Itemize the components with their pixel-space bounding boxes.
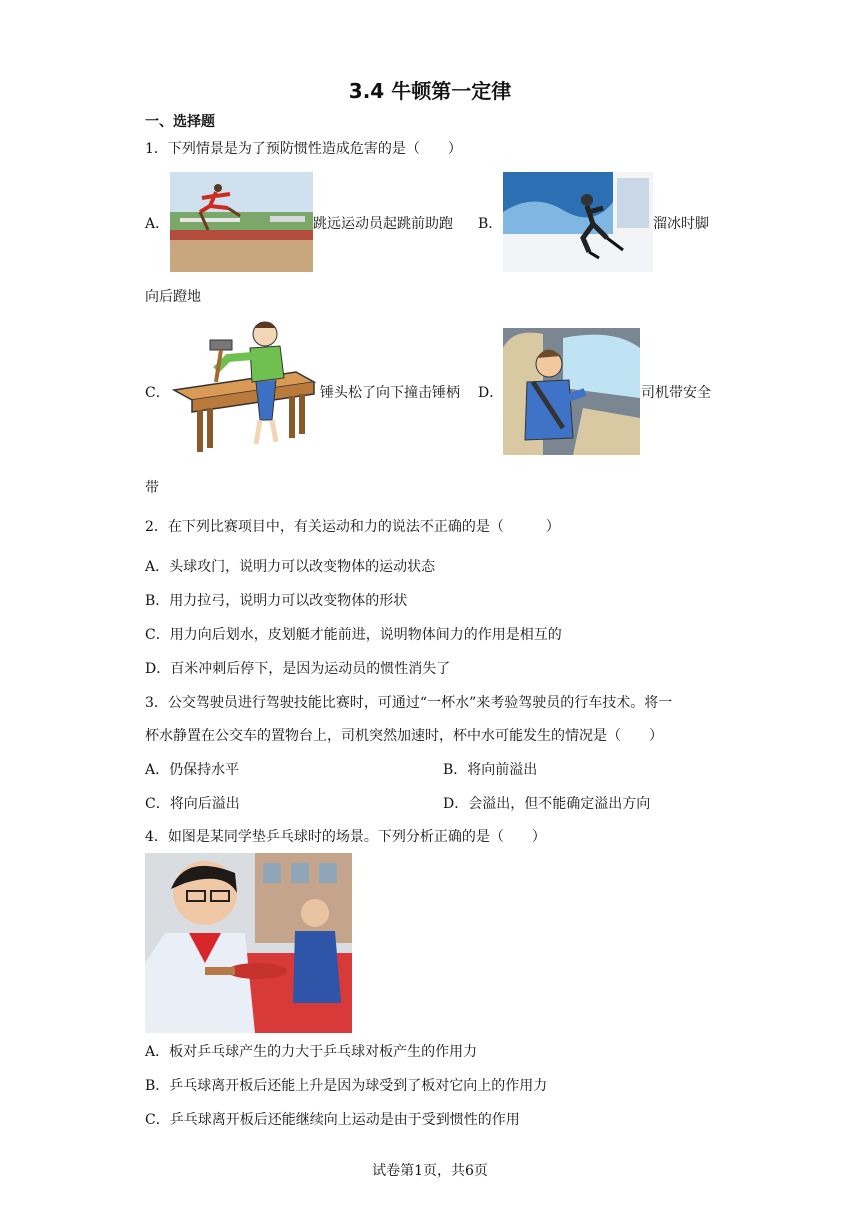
q3-option-c: C．将向后溢出 [145, 796, 240, 812]
q3-stem-line2: 杯水静置在公交车的置物台上，司机突然加速时，杯中水可能发生的情况是（ ） [145, 728, 663, 744]
q4-option-c: C．乒乓球离开板后还能继续向上运动是由于受到惯性的作用 [145, 1112, 520, 1128]
driver-seatbelt-image [503, 328, 640, 455]
q1-option-d-text: 司机带安全 [641, 385, 711, 401]
q1-option-b-text: 溜冰时脚 [653, 216, 709, 232]
section-heading: 一、选择题 [145, 114, 215, 130]
q4-option-a: A．板对乒乓球产生的力大于乒乓球对板产生的作用力 [145, 1044, 478, 1060]
q2-option-c: C．用力向后划水，皮划艇才能前进，说明物体间力的作用是相互的 [145, 627, 562, 643]
q2-option-a: A．头球攻门，说明力可以改变物体的运动状态 [145, 559, 436, 575]
q1-option-c-text: 锤头松了向下撞击锤柄 [320, 385, 460, 401]
q3-option-d: D．会溢出，但不能确定溢出方向 [443, 796, 651, 812]
q1-option-b-continued: 向后蹬地 [145, 289, 201, 305]
q3-option-b: B．将向前溢出 [443, 762, 538, 778]
q1-stem: 1．下列情景是为了预防惯性造成危害的是（ ） [145, 141, 462, 157]
page-footer: 试卷第1页，共6页 [372, 1163, 488, 1179]
q4-option-b: B．乒乓球离开板后还能上升是因为球受到了板对它向上的作用力 [145, 1078, 548, 1094]
q1-option-a-label: A． [145, 216, 170, 232]
ping-pong-photo [145, 853, 352, 1033]
page-title: 3.4 牛顿第一定律 [348, 79, 512, 103]
q4-stem: 4．如图是某同学垫乒乓球时的场景。下列分析正确的是（ ） [145, 829, 546, 845]
q2-stem: 2．在下列比赛项目中，有关运动和力的说法不正确的是（ ） [145, 519, 560, 535]
q2-option-d: D．百米冲刺后停下，是因为运动员的惯性消失了 [145, 661, 451, 677]
ice-skating-image [503, 172, 653, 272]
q1-option-d-continued: 带 [145, 480, 159, 496]
q1-option-d-label: D． [478, 385, 504, 401]
q2-option-b: B．用力拉弓，说明力可以改变物体的形状 [145, 593, 408, 609]
q1-option-a-text: 跳远运动员起跳前助跑 [313, 216, 453, 232]
q1-option-b-label: B． [478, 216, 503, 232]
hammer-bench-image [170, 320, 318, 460]
q1-option-c-label: C． [145, 385, 170, 401]
q3-option-a: A．仍保持水平 [145, 762, 240, 778]
long-jump-image [170, 172, 313, 272]
q3-stem-line1: 3．公交驾驶员进行驾驶技能比赛时，可通过“一杯水”来考验驾驶员的行车技术。将一 [145, 695, 673, 711]
